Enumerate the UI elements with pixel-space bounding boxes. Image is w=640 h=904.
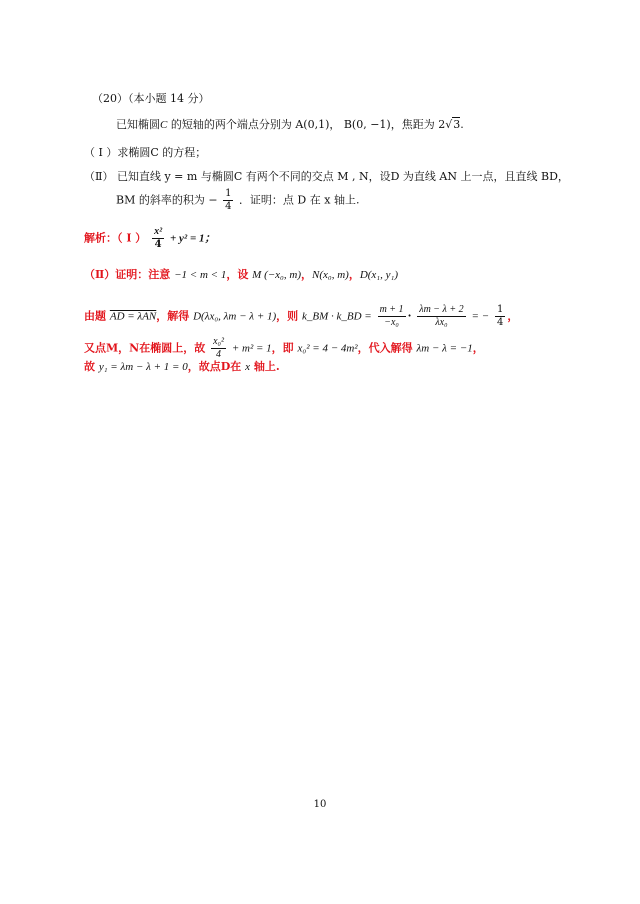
- solution-part-1: [84, 226, 215, 251]
- part2-text-a: BM 的斜率的积为 −: [116, 193, 218, 207]
- point-D: D(x₁, y₁): [359, 269, 398, 281]
- l5-x: x: [245, 361, 250, 373]
- l3-b: ，解得: [156, 309, 194, 323]
- frac-den: 4: [496, 317, 504, 328]
- curve-name: C: [160, 119, 168, 131]
- problem-number: （20）（本小题 14 分）: [92, 92, 210, 105]
- l4-c: ，即: [271, 341, 298, 355]
- part-1: （ I ）求椭圆C 的方程；: [84, 146, 207, 159]
- slope-product: k_BM · k_BD =: [302, 310, 372, 323]
- solution-part-2-line-3: [84, 336, 484, 361]
- l3-c: ，则: [276, 309, 302, 323]
- frac-den: 4: [154, 239, 162, 250]
- frac-den: λx₀: [435, 317, 448, 328]
- focal-coef: 2: [438, 118, 446, 131]
- solution-label: 解析：（ I ）: [84, 231, 147, 245]
- l5-a: 故: [84, 360, 99, 373]
- page-number: 10: [313, 799, 327, 810]
- fraction-3: [495, 304, 505, 329]
- frac-num: x²: [154, 226, 163, 237]
- frac-num: 1: [496, 304, 504, 315]
- frac-num: x₀²: [213, 336, 224, 347]
- part-2-line-2: [116, 188, 359, 213]
- ellipse-eq-rest: + y² = 1；: [170, 232, 216, 245]
- l4-b: + m² = 1: [231, 342, 272, 355]
- l4-e: ，代入解得: [357, 341, 417, 355]
- part2-text-b: ．证明：点 D 在 x 轴上.: [238, 193, 360, 207]
- point-D-solved: D(λx₀, λm − λ + 1): [193, 310, 277, 323]
- sep: ，: [348, 268, 360, 281]
- p2-label: （Ⅱ）证明：注意: [84, 268, 175, 281]
- ellipse-fraction: [152, 226, 164, 251]
- l4-f: λm − λ = −1: [416, 342, 473, 355]
- sep: ，: [300, 268, 312, 281]
- point-M: M (−x₀, m): [252, 269, 301, 281]
- fraction-2: [417, 304, 465, 329]
- frac-num: m + 1: [379, 304, 404, 315]
- l5-c: ，故点D在: [187, 360, 246, 373]
- point-N: N(x₀, m): [311, 269, 349, 281]
- statement-prefix: 已知椭圆: [116, 118, 160, 131]
- fraction-1: [378, 304, 406, 329]
- fraction-one-quarter: [223, 188, 233, 213]
- sqrt-sign: √: [445, 118, 453, 131]
- p2-set: ，设: [226, 268, 253, 281]
- frac-den: 4: [216, 349, 222, 360]
- solution-part-2-line-1: [84, 268, 398, 282]
- frac-den: 4: [225, 201, 232, 212]
- statement-middle: 的短轴的两个端点分别为 A(0,1)， B(0, −1)，焦距为: [167, 118, 439, 131]
- frac-num: λm − λ + 2: [419, 304, 464, 315]
- frac-den: −x₀: [384, 317, 399, 328]
- focal-radicand: 3: [453, 118, 461, 131]
- part-2-line-1: （Ⅱ） 已知直线 y = m 与椭圆C 有两个不同的交点 M , N，设D 为直线 AN 上一点，且直线 BD，: [84, 170, 569, 183]
- l3-a: 由题: [84, 309, 110, 323]
- l3-eq: = −: [471, 310, 490, 323]
- l4-d: x₀² = 4 − 4m²: [297, 342, 358, 355]
- l4-g: ，: [472, 341, 484, 355]
- l4-a: 又点M，N在椭圆上，故: [84, 341, 210, 355]
- l3-end: ，: [507, 309, 519, 323]
- p2-condition: −1 < m < 1: [174, 269, 227, 281]
- fraction-x0sq: [211, 336, 226, 361]
- l5-b: y₁ = λm − λ + 1 = 0: [98, 361, 188, 373]
- frac-num: 1: [225, 188, 232, 199]
- solution-part-2-line-4: [84, 360, 280, 374]
- solution-part-2-line-2: 由题 AD = λAN，解得 D(λx₀, λm − λ + 1)，则 k_BM · k_BD = $\frac{m + 1}{\text{−x₀}}$ · $\frac{\lambda m - \lambda + 2}{\text{λx₀}}$ = − $\frac{1}{4}$ ，: [84, 304, 519, 328]
- l5-d: 轴上.: [249, 360, 280, 373]
- statement-suffix: .: [460, 118, 464, 131]
- vector-eq: AD = λAN: [109, 310, 157, 323]
- problem-statement: [116, 118, 464, 132]
